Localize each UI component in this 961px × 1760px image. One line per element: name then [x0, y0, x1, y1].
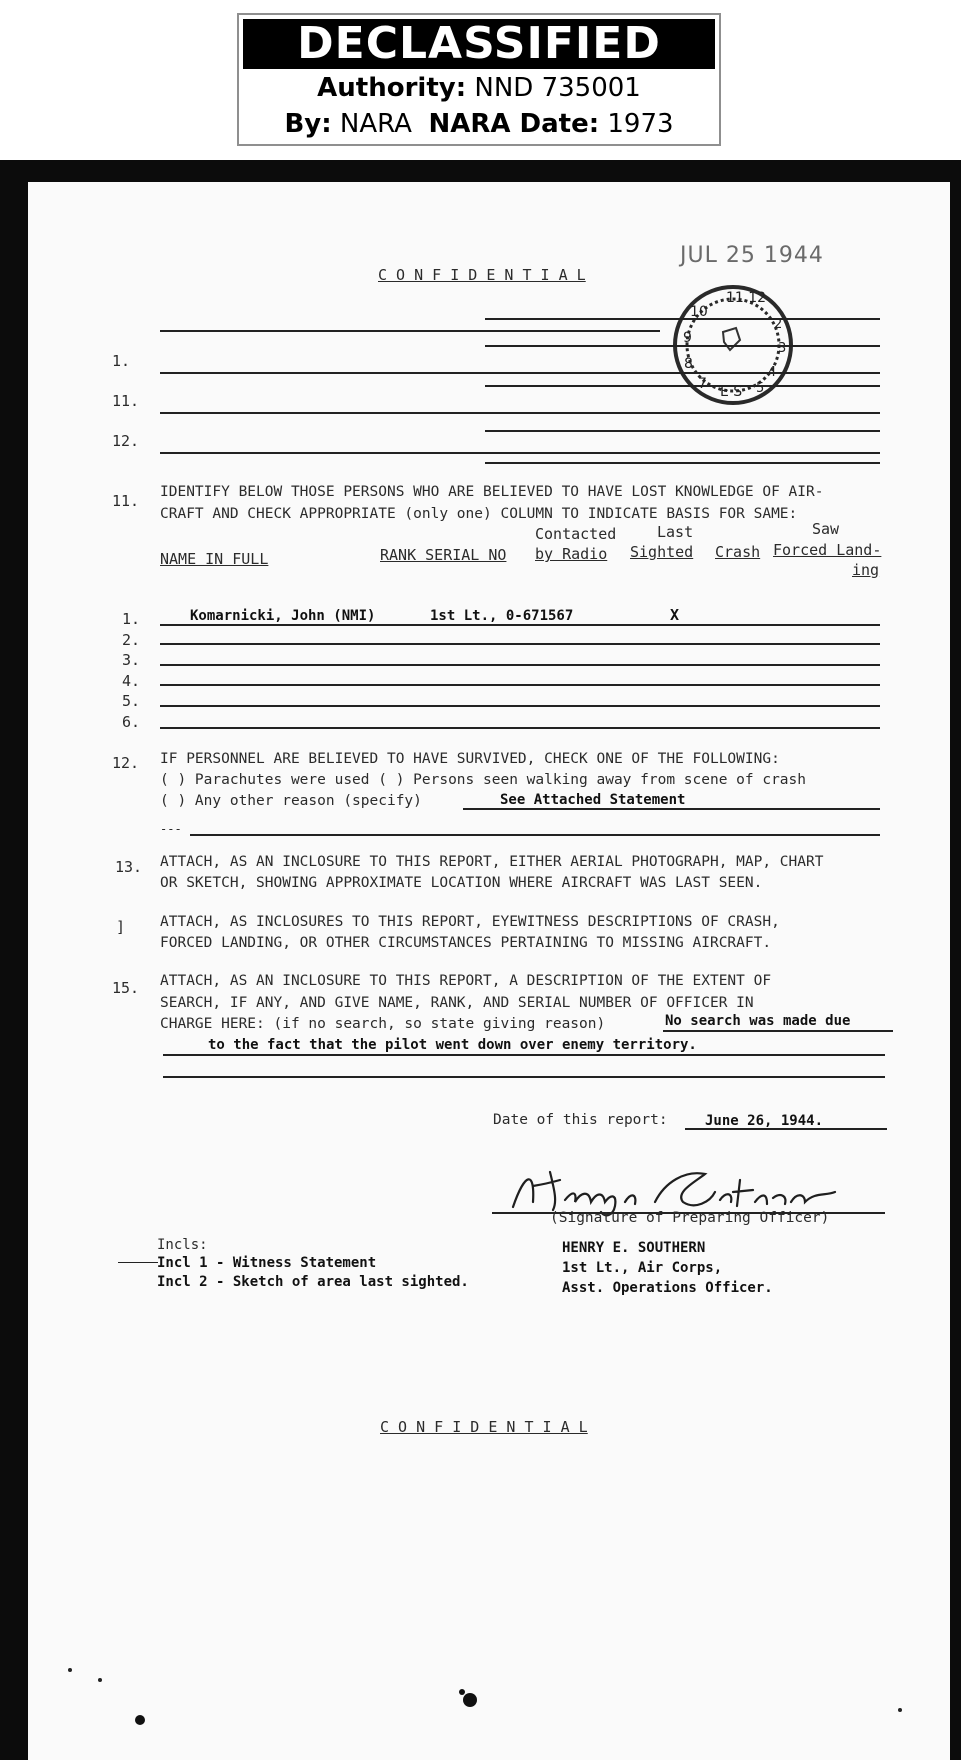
rule: [160, 372, 880, 374]
q12-extra: ---: [160, 822, 182, 836]
q12-text-line3: ( ) Any other reason (specify): [160, 793, 422, 809]
rule: [163, 1054, 885, 1056]
q13-text-line2: OR SKETCH, SHOWING APPROXIMATE LOCATION WHERE AIRCRAFT WAS LAST SEEN.: [160, 875, 763, 891]
q11-text-line1: IDENTIFY BELOW THOSE PERSONS WHO ARE BELIEVED TO HAVE LOST KNOWLEDGE OF AIR-: [160, 484, 824, 500]
report-date-value: June 26, 1944.: [705, 1113, 824, 1129]
col-header-contacted: Contacted: [535, 525, 617, 543]
col-header-crash: Crash: [715, 543, 761, 561]
q15-answer-line2: to the fact that the pilot went down over enemy territory.: [208, 1037, 697, 1053]
row-number: 12.: [112, 432, 140, 450]
col-header-last: Last: [657, 523, 694, 541]
svg-text:2: 2: [774, 317, 783, 332]
rule: [485, 430, 880, 432]
entry-name: Komarnicki, John (NMI): [190, 608, 376, 624]
rule: [160, 727, 880, 729]
signer-name: HENRY E. SOUTHERN: [562, 1240, 706, 1256]
q15-text-line1: ATTACH, AS AN INCLOSURE TO THIS REPORT, A DESCRIPTION OF THE EXTENT OF: [160, 973, 772, 989]
signature-label: (Signature of Preparing Officer): [550, 1210, 830, 1226]
rule: [160, 412, 880, 414]
received-date-stamp: JUL 25 1944: [680, 243, 824, 268]
classification-heading-top: C O N F I D E N T I A L: [378, 266, 586, 284]
col-header-ing: ing: [852, 561, 880, 579]
entry-row-number: 5.: [122, 692, 141, 710]
signer-title: Asst. Operations Officer.: [562, 1280, 773, 1296]
rule: [163, 1076, 885, 1078]
q12-text-line2: ( ) Parachutes were used ( ) Persons seen walking away from scene of crash: [160, 772, 807, 788]
entry-row-number: 2.: [122, 631, 141, 649]
col-header-forced-landing: Forced Land-: [773, 541, 882, 559]
svg-text:E S: E S: [720, 384, 743, 400]
q12-text-line1: IF PERSONNEL ARE BELIEVED TO HAVE SURVIVED, CHECK ONE OF THE FOLLOWING:: [160, 751, 780, 767]
q15-answer-line1: No search was made due: [665, 1013, 851, 1029]
col-header-name: NAME IN FULL: [160, 550, 269, 568]
rule: [685, 1128, 887, 1130]
col-header-by-radio: by Radio: [535, 545, 608, 563]
entry-check-mark: X: [670, 606, 680, 624]
rule: [160, 664, 880, 666]
q14-text-line2: FORCED LANDING, OR OTHER CIRCUMSTANCES PERTAINING TO MISSING AIRCRAFT.: [160, 935, 772, 951]
rule: [485, 385, 880, 387]
rule: [485, 318, 880, 320]
svg-text:11 12: 11 12: [726, 290, 767, 306]
q12-answer: See Attached Statement: [500, 792, 686, 808]
rule: [160, 452, 880, 454]
scan-artifacts: [0, 1640, 961, 1760]
declassified-stamp: [237, 13, 721, 146]
svg-text:3: 3: [778, 341, 787, 356]
scanned-page-frame: [0, 160, 961, 1760]
rule: [160, 684, 880, 686]
stamp-title: DECLASSIFIED: [243, 19, 715, 69]
q14-text-line1: ATTACH, AS INCLOSURES TO THIS REPORT, EYEWITNESS DESCRIPTIONS OF CRASH,: [160, 914, 780, 930]
q11-text-line2: CRAFT AND CHECK APPROPRIATE (only one) COLUMN TO INDICATE BASIS FOR SAME:: [160, 506, 798, 522]
rule: [160, 705, 880, 707]
entry-row-number: 3.: [122, 651, 141, 669]
question-number: 12.: [112, 754, 140, 772]
question-number: 11.: [112, 492, 140, 510]
row-number: 11.: [112, 392, 140, 410]
document-page: [28, 182, 950, 1760]
col-header-sighted: Sighted: [630, 543, 694, 561]
svg-text:10: 10: [690, 304, 708, 320]
inclosures-label: Incls:: [157, 1237, 208, 1253]
svg-text:4: 4: [768, 365, 777, 380]
question-number: 15.: [112, 979, 140, 997]
rule: [485, 345, 880, 347]
svg-text:5: 5: [756, 381, 765, 396]
signer-rank: 1st Lt., Air Corps,: [562, 1260, 723, 1276]
question-number: 13.: [115, 858, 143, 876]
report-date-label: Date of this report:: [493, 1112, 668, 1128]
svg-text:7: 7: [698, 376, 707, 392]
svg-text:8: 8: [684, 356, 693, 372]
rule: [160, 330, 660, 332]
svg-text:9: 9: [683, 330, 692, 346]
q15-text-line2: SEARCH, IF ANY, AND GIVE NAME, RANK, AND SERIAL NUMBER OF OFFICER IN: [160, 995, 754, 1011]
rule: [485, 462, 880, 464]
entry-row-number: 6.: [122, 713, 141, 731]
question-number: ]: [116, 918, 126, 936]
entry-rank-serial: 1st Lt., 0-671567: [430, 608, 574, 624]
rule: [463, 808, 880, 810]
q15-text-line3: CHARGE HERE: (if no search, so state giving reason): [160, 1016, 606, 1032]
stamp-authority: Authority: NND 735001: [317, 73, 641, 103]
inclosure-1: Incl 1 - Witness Statement: [157, 1255, 377, 1271]
q13-text-line1: ATTACH, AS AN INCLOSURE TO THIS REPORT, EITHER AERIAL PHOTOGRAPH, MAP, CHART: [160, 854, 824, 870]
col-header-rank-serial: RANK SERIAL NO: [380, 546, 507, 564]
entry-row-number: 4.: [122, 672, 141, 690]
rule: [118, 1262, 158, 1263]
rule: [663, 1030, 893, 1032]
classification-heading-bottom: C O N F I D E N T I A L: [380, 1418, 588, 1436]
inclosure-2: Incl 2 - Sketch of area last sighted.: [157, 1274, 469, 1290]
stamp-by: By: NARA NARA Date: 1973: [284, 109, 674, 139]
entry-row-number: 1.: [122, 610, 141, 628]
rule: [160, 643, 880, 645]
row-number: 1.: [112, 352, 131, 370]
col-header-saw: Saw: [812, 520, 840, 538]
rule: [190, 834, 880, 836]
rule: [160, 624, 880, 626]
